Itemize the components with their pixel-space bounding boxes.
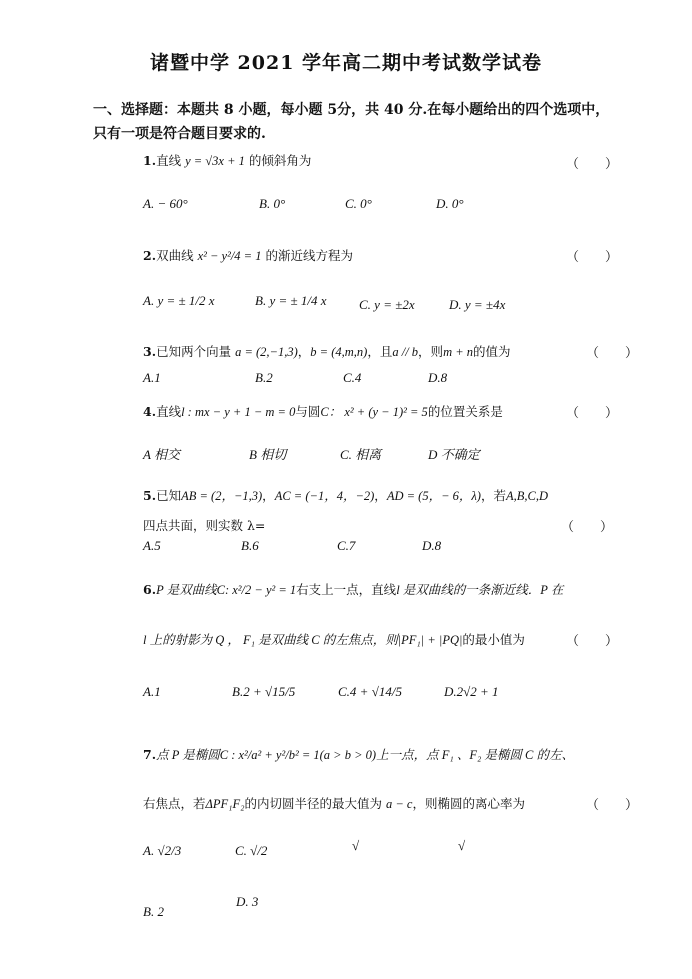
question-text: ，且 (367, 344, 393, 359)
option-c[interactable]: C.7 (337, 538, 356, 553)
answer-bracket: （ ） (586, 798, 639, 813)
option-b[interactable]: B. y = ± 1/4 x (255, 293, 327, 308)
option-c[interactable]: C. √/2 (235, 843, 268, 858)
question-7-line-2 (143, 794, 525, 812)
option-d[interactable]: D. 3 (236, 894, 259, 909)
question-number: 2. (143, 248, 157, 263)
expression: |PF₁| + |PQ| (397, 633, 463, 647)
option-c[interactable]: C. 0° (345, 196, 372, 211)
question-number: 6. (143, 582, 157, 597)
question-text: 已知两个向量 (156, 344, 232, 359)
question-5: 5.已知AB = (2，−1,3)，AC = (−1，4，−2)，AD = (5，− 6，λ)，若A,B,C,D (143, 488, 548, 503)
option-b[interactable]: B.2 + √15/5 (232, 684, 296, 699)
vector-ab: AB = (2，−1,3) (181, 489, 263, 503)
vector-b: b = (4,m,n) (310, 345, 368, 359)
option-a[interactable]: A.1 (143, 370, 161, 385)
question-text: 点 P 是椭圆 (156, 748, 220, 762)
circle-equation: C： x² + (y − 1)² = 5 (320, 405, 428, 419)
option-c[interactable]: C.4 + √14/5 (338, 684, 402, 699)
curve-equation: C: x²/2 − y² = 1 (216, 583, 297, 597)
option-d[interactable]: D 不确定 (428, 447, 480, 462)
option-b[interactable]: B.2 (255, 370, 273, 385)
option-d[interactable]: D.2√2 + 1 (444, 684, 499, 699)
answer-bracket: （ ） (586, 346, 639, 361)
option-partial[interactable]: √ (458, 838, 466, 853)
points: A,B,C,D (505, 489, 548, 503)
answer-bracket: （ ） (566, 157, 619, 172)
section-heading: 一、选择题：本题共 8 小题，每小题 5分，共 40 分.在每小题给出的四个选项中，只有一项是符合题目要求的. (93, 102, 610, 142)
question-6-line-2 (143, 630, 525, 648)
ellipse-equation: C : x²/a² + y²/b² = 1(a > b > 0) (219, 748, 377, 762)
option-b[interactable]: B. 2 (143, 904, 164, 919)
option-partial[interactable]: √ (352, 838, 360, 853)
question-text: 右支上一点，直线 (296, 582, 397, 597)
question-text: 四点共面，则实数 λ= (143, 518, 266, 533)
question-text: 的最小值为 (462, 632, 525, 647)
question-text: P 是双曲线 (156, 583, 217, 597)
answer-bracket: （ ） (561, 520, 614, 535)
vector-ac: AC = (−1，4，−2) (274, 489, 375, 503)
option-a[interactable]: A. y = ± 1/2 x (143, 293, 215, 308)
option-d[interactable]: D. 0° (436, 196, 464, 211)
parallel-condition: a // b (392, 345, 419, 359)
question-text: 上一点，点 F₁ 、F₂ 是椭圆 C 的左、 (376, 748, 575, 762)
expression: a − c (385, 797, 413, 811)
answer-bracket: （ ） (566, 250, 619, 265)
question-text: 与圆 (295, 404, 321, 419)
question-3: 3.已知两个向量 a = (2,−1,3)，b = (4,m,n)，且a // b，则m + n的值为 (143, 344, 511, 359)
line-equation: l : mx − y + 1 − m = 0 (181, 405, 296, 419)
answer-bracket: （ ） (566, 406, 619, 421)
question-text: 的倾斜角为 (248, 153, 312, 168)
question-text: ，则椭圆的离心率为 (412, 796, 525, 811)
formula: x² − y²/4 = 1 (197, 249, 262, 263)
question-number: 4. (143, 404, 157, 419)
question-text: 直线 (156, 153, 182, 168)
triangle: ΔPF₁F₂ (205, 797, 245, 811)
question-text: 直线 (156, 404, 182, 419)
question-1 (143, 151, 311, 169)
question-text: ，若 (480, 488, 506, 503)
question-text: 的位置关系是 (427, 404, 503, 419)
option-a[interactable]: A.5 (143, 538, 161, 553)
question-number: 3. (143, 344, 157, 359)
question-text: 的渐近线方程为 (265, 248, 353, 263)
question-7 (143, 745, 574, 763)
question-number: 7. (143, 747, 157, 762)
page-title: 诸暨中学 2021 学年高二期中考试数学试卷 (149, 52, 543, 74)
option-b[interactable]: B.6 (241, 538, 259, 553)
question-text: 双曲线 (156, 248, 194, 263)
option-a[interactable]: A. √2/3 (143, 843, 182, 858)
question-2 (143, 246, 353, 264)
expression: m + n (443, 345, 474, 359)
option-a[interactable]: A 相交 (143, 447, 180, 462)
question-text: 的值为 (473, 344, 511, 359)
option-a[interactable]: A.1 (143, 684, 161, 699)
option-c[interactable]: C. 相离 (340, 447, 382, 462)
question-4 (143, 402, 503, 420)
answer-bracket: （ ） (566, 634, 619, 649)
vector-ad: AD = (5，− 6，λ) (386, 489, 481, 503)
formula: y = √3x + 1 (185, 154, 245, 168)
option-c[interactable]: C.4 (343, 370, 362, 385)
option-d[interactable]: D.8 (428, 370, 448, 385)
option-d[interactable]: D. y = ±4x (449, 297, 506, 312)
question-6 (143, 580, 563, 598)
question-text: l 上的射影为 Q ， F₁ 是双曲线 C 的左焦点，则 (143, 633, 398, 647)
vector-a: a = (2,−1,3) (235, 345, 298, 359)
option-d[interactable]: D.8 (422, 538, 442, 553)
question-text: 已知 (156, 488, 182, 503)
question-number: 5. (143, 488, 157, 503)
question-text: l 是双曲线的一条渐近线．P 在 (396, 583, 564, 597)
option-b[interactable]: B. 0° (259, 196, 286, 211)
option-b[interactable]: B 相切 (249, 447, 287, 462)
option-a[interactable]: A. − 60° (143, 196, 188, 211)
question-number: 1. (143, 153, 157, 168)
option-c[interactable]: C. y = ±2x (359, 297, 415, 312)
question-text: 的内切圆半径的最大值为 (244, 796, 382, 811)
question-text: 右焦点，若 (143, 796, 206, 811)
question-text: ，则 (418, 344, 444, 359)
